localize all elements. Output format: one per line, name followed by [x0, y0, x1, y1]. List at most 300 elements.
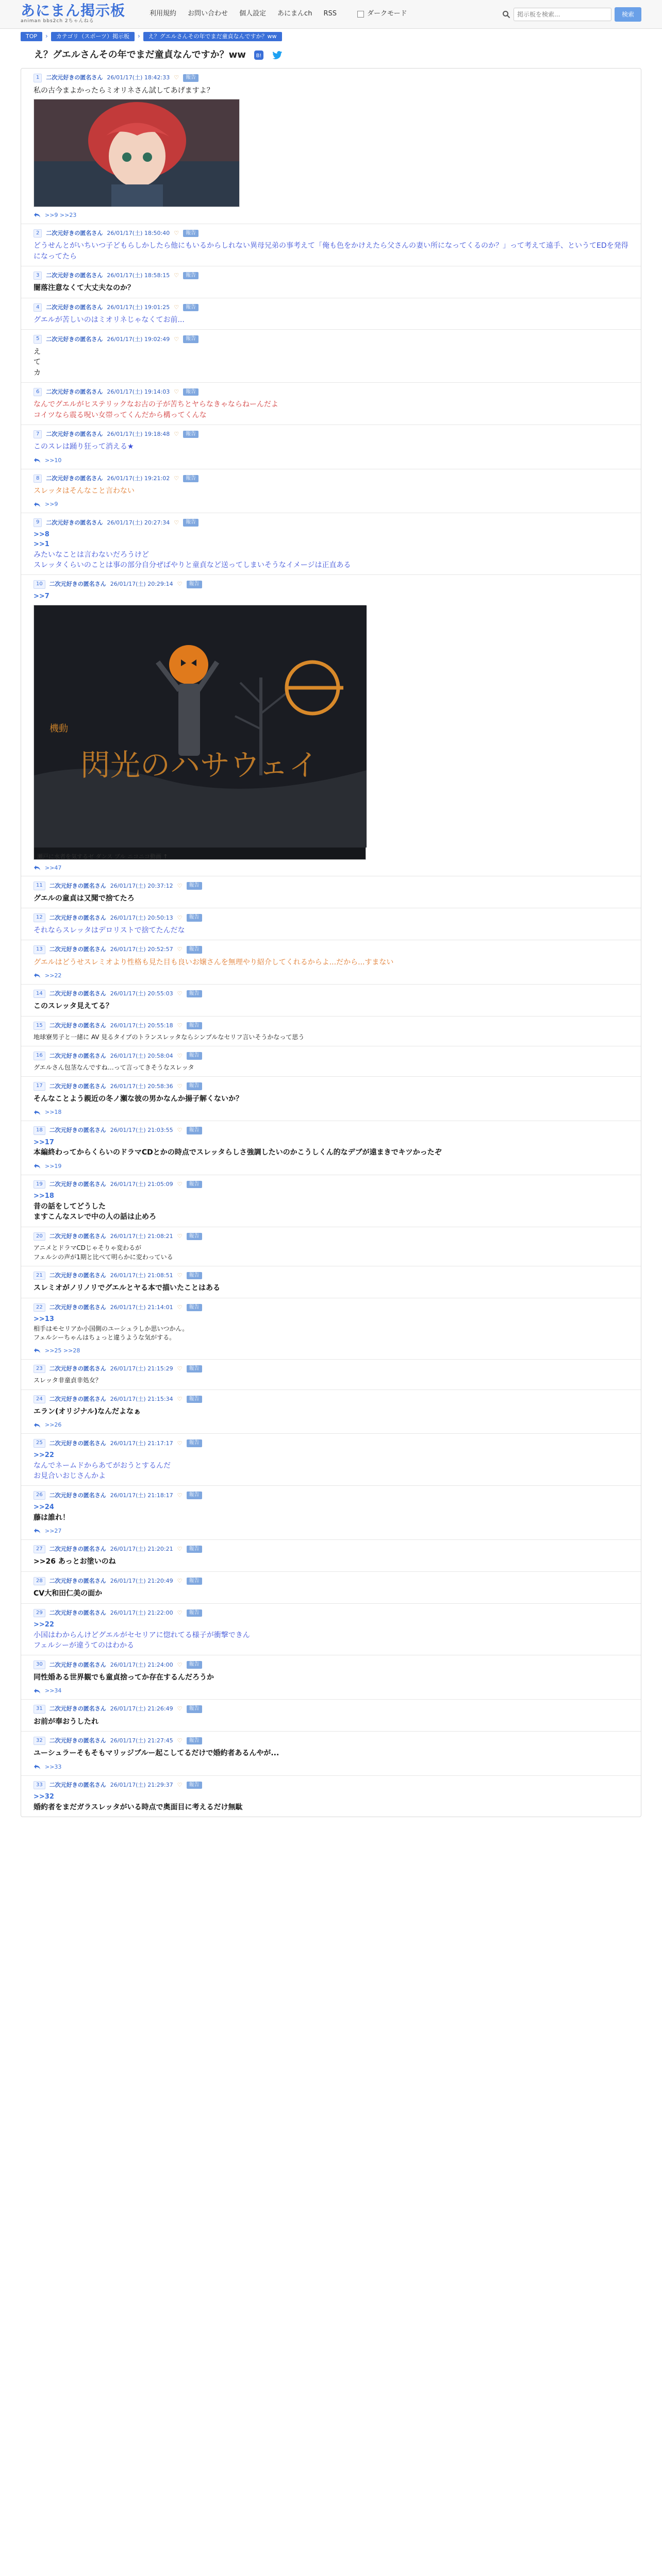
post-date: 26/01/17(土) 20:58:04 [110, 1052, 173, 1059]
post [21, 1175, 641, 1227]
heart-icon[interactable]: ♡ [177, 1661, 183, 1668]
poster-name: 二次元好きの匿名さん [49, 1546, 106, 1553]
post-anchor[interactable]: >>24 [34, 1503, 54, 1511]
poster-name: 二次元好きの匿名さん [46, 474, 103, 482]
heart-icon[interactable]: ♡ [177, 1395, 183, 1402]
poster-name: 二次元好きの匿名さん [46, 519, 103, 526]
anime-girl-illustration [34, 99, 240, 207]
post-meta [34, 1303, 628, 1312]
post-anchor[interactable]: >>8 >>1 [34, 530, 49, 548]
reply-icon [34, 1764, 41, 1770]
post [21, 1077, 641, 1121]
post-number[interactable]: 27 [34, 1545, 45, 1554]
breadcrumb-category[interactable]: カテゴリ（スポーツ）掲示板 [51, 32, 135, 41]
post-meta [34, 882, 628, 890]
report-button[interactable]: 報告 [183, 475, 198, 483]
post [21, 940, 641, 985]
post-meta [34, 430, 628, 439]
post-date: 26/01/17(土) 21:20:21 [110, 1546, 173, 1553]
post-number[interactable]: 5 [34, 335, 42, 344]
post-meta [34, 74, 628, 82]
post-date: 26/01/17(土) 21:22:00 [110, 1609, 173, 1616]
reply-icon [34, 973, 41, 978]
post-meta [34, 1439, 628, 1448]
report-button[interactable]: 報告 [183, 272, 198, 280]
post-body: スレミオがノリノリでグエルとヤる本で描いたことはある [34, 1284, 221, 1293]
video-caption[interactable]: 瀬戸に水者を気するゼ ダンス ブル ニコニコ動画 ↑ [37, 853, 168, 860]
logo-subtext: animan bbs2ch 2ちゃんねる [21, 18, 94, 24]
post-date: 26/01/17(土) 20:52:57 [110, 946, 173, 953]
post-meta [34, 1491, 628, 1500]
post [21, 69, 641, 224]
reply-links [34, 456, 628, 465]
logo-text: あにまん掲示板 [21, 2, 126, 19]
poster-name: 二次元好きの匿名さん [49, 1661, 106, 1668]
post-number[interactable]: 28 [34, 1577, 45, 1586]
post [21, 266, 641, 298]
reply-anchors[interactable]: >>26 [45, 1421, 62, 1429]
report-button[interactable]: 報告 [187, 1705, 202, 1713]
post-date: 26/01/17(土) 20:37:12 [110, 882, 173, 889]
post-anchor[interactable]: >>22 [34, 1621, 54, 1629]
post-number[interactable]: 24 [34, 1395, 45, 1404]
search-icon [502, 10, 510, 19]
post-list [21, 68, 641, 1817]
post-meta [34, 474, 628, 483]
poster-name: 二次元好きの匿名さん [46, 335, 103, 343]
post-date: 26/01/17(土) 20:55:18 [110, 1022, 173, 1029]
reply-links [34, 1763, 628, 1771]
post-anchor[interactable]: >>17 [34, 1138, 54, 1146]
post-date: 26/01/17(土) 21:15:34 [110, 1395, 173, 1402]
post-meta [34, 272, 628, 280]
report-button[interactable]: 報告 [187, 1609, 202, 1617]
post-body: ユーシュラーそもそもマリッジブルー起こしてるだけで婚約者あるんやが... [34, 1749, 279, 1758]
poster-name: 二次元好きの匿名さん [49, 1439, 106, 1447]
reply-anchors[interactable]: >>25 >>28 [45, 1347, 80, 1354]
post [21, 1486, 641, 1540]
heart-icon[interactable]: ♡ [177, 1705, 183, 1713]
reply-icon [34, 212, 41, 218]
poster-name: 二次元好きの匿名さん [49, 1705, 106, 1713]
report-button[interactable]: 報告 [183, 431, 198, 438]
poster-name: 二次元好きの匿名さん [49, 946, 106, 953]
post-anchor[interactable]: >>22 [34, 1451, 54, 1459]
reply-anchors[interactable]: >>19 [45, 1162, 62, 1170]
heart-icon[interactable]: ♡ [174, 431, 179, 438]
reply-icon [34, 1688, 41, 1694]
post-number[interactable]: 14 [34, 990, 45, 998]
reply-icon [34, 1163, 41, 1169]
post-number[interactable]: 33 [34, 1781, 45, 1790]
post-date: 26/01/17(土) 20:58:36 [110, 1082, 173, 1090]
post-number[interactable]: 13 [34, 945, 45, 954]
search-area [502, 7, 641, 22]
reply-links [34, 211, 628, 219]
reply-icon [34, 1110, 41, 1115]
heart-icon[interactable]: ♡ [177, 946, 183, 953]
post [21, 1266, 641, 1298]
heart-icon[interactable]: ♡ [177, 1022, 183, 1029]
heart-icon[interactable]: ♡ [177, 1180, 183, 1188]
poster-name: 二次元好きの匿名さん [49, 1395, 106, 1402]
post-number[interactable]: 25 [34, 1439, 45, 1448]
heart-icon[interactable]: ♡ [177, 1439, 183, 1447]
post-body: 昔の話をしてどうした ますこんなスレで中の人の話は止めろ [34, 1202, 156, 1222]
reply-anchors[interactable]: >>34 [45, 1687, 62, 1694]
report-button[interactable]: 報告 [187, 1022, 202, 1030]
pumpkin-dance-video-thumbnail [34, 605, 367, 848]
reply-anchors[interactable]: >>47 [45, 864, 62, 871]
poster-name: 二次元好きの匿名さん [49, 1127, 106, 1134]
report-button[interactable]: 報告 [187, 1181, 202, 1189]
report-button[interactable]: 報告 [187, 1304, 202, 1312]
report-button[interactable]: 報告 [187, 1546, 202, 1553]
post-number[interactable]: 6 [34, 388, 42, 397]
post-body: 本編終わってからくらいのドラマCDとかの時点でスレッタらしさ強調したいのかこうしくん的なデブが遠まきでキツかったぞ [34, 1148, 442, 1157]
post [21, 1655, 641, 1700]
post-number[interactable]: 29 [34, 1609, 45, 1618]
post-date: 26/01/17(土) 21:20:49 [110, 1577, 173, 1584]
heart-icon[interactable]: ♡ [174, 474, 179, 482]
post-body: みたいなことは言わないだろうけど スレッタくらいのことは事の部分自分ぜばやりと童貞など送ってしまいそうなイメージは正直ある [34, 550, 351, 569]
site-header [0, 0, 662, 29]
heart-icon[interactable]: ♡ [177, 1052, 183, 1059]
post-body: 藤は誰れ！ [34, 1513, 70, 1522]
post-meta [34, 1609, 628, 1618]
post-meta [34, 580, 628, 589]
post-body: >>26 あっとお塗いのね [34, 1557, 116, 1566]
poster-name: 二次元好きの匿名さん [46, 272, 103, 279]
poster-name: 二次元好きの匿名さん [49, 1082, 106, 1090]
post-anchor[interactable]: >>7 [34, 592, 49, 600]
post-meta [34, 1082, 628, 1091]
poster-name: 二次元好きの匿名さん [49, 914, 106, 921]
post [21, 1227, 641, 1266]
post-body: このスレッタ見えてる？ [34, 1002, 113, 1011]
reply-icon [34, 865, 41, 871]
nav-item-terms[interactable]: 利用規約 [150, 10, 177, 18]
reply-anchors[interactable]: >>33 [45, 1763, 62, 1770]
post-meta [34, 1705, 628, 1714]
heart-icon[interactable]: ♡ [177, 1365, 183, 1372]
search-button[interactable]: 検索 [615, 7, 641, 22]
dark-mode-checkbox[interactable] [357, 11, 364, 18]
svg-text:機動: 機動 [49, 723, 68, 734]
post [21, 575, 641, 876]
poster-name: 二次元好きの匿名さん [49, 1365, 106, 1372]
post-anchor[interactable]: >>32 [34, 1793, 54, 1801]
post-body: 同性婚ある世界観でも童貞捨ってか存在するんだろうか [34, 1673, 214, 1682]
heart-icon[interactable]: ♡ [174, 272, 179, 279]
post-number[interactable]: 17 [34, 1082, 45, 1091]
post-meta [34, 1660, 628, 1669]
post-meta [34, 1126, 628, 1135]
post-date: 26/01/17(土) 21:26:49 [110, 1705, 173, 1713]
report-button[interactable]: 報告 [187, 1233, 202, 1241]
heart-icon[interactable]: ♡ [174, 519, 179, 526]
post [21, 1298, 641, 1360]
report-button[interactable]: 報告 [187, 581, 202, 588]
poster-name: 二次元好きの匿名さん [49, 1180, 106, 1188]
nav-item-settings[interactable]: 個人設定 [239, 10, 267, 18]
heart-icon[interactable]: ♡ [174, 303, 179, 311]
post-body: そんなことよう親近の冬ノ瀬な彼の男かなんか揚子解くないか？ [34, 1094, 243, 1103]
dark-mode-label: ダークモード [367, 10, 407, 18]
report-button[interactable]: 報告 [187, 1127, 202, 1134]
heart-icon[interactable]: ♡ [177, 1737, 183, 1744]
post-number[interactable]: 20 [34, 1232, 45, 1241]
post-body: このスレは踊り狂って消える★ [34, 443, 134, 451]
post-number[interactable]: 15 [34, 1022, 45, 1030]
post-body: グエルが苦しいのはミオリネじゃなくてお前... [34, 316, 185, 325]
post [21, 224, 641, 266]
poster-name: 二次元好きの匿名さん [49, 990, 106, 997]
post [21, 1046, 641, 1077]
post-number[interactable]: 19 [34, 1180, 45, 1189]
heart-icon[interactable]: ♡ [174, 335, 179, 343]
post-date: 26/01/17(土) 19:18:48 [107, 431, 170, 438]
post-number[interactable]: 32 [34, 1737, 45, 1745]
report-button[interactable]: 報告 [187, 946, 202, 954]
thread-container [21, 43, 641, 1817]
post-body: エラン(オリジナル)なんだよなぁ [34, 1408, 141, 1416]
report-button[interactable]: 報告 [187, 1737, 202, 1745]
post-meta [34, 1737, 628, 1745]
thread-title: え？グエルさんその年でまだ童貞なんですか？ww [34, 49, 246, 60]
post-date: 26/01/17(土) 21:08:21 [110, 1232, 173, 1240]
post-date: 26/01/17(土) 19:14:03 [107, 388, 170, 396]
post-anchor[interactable]: >>13 [34, 1315, 54, 1324]
heart-icon[interactable]: ♡ [177, 1303, 183, 1311]
post-body: スレッタ非童貞非処女？ [34, 1377, 102, 1384]
post-meta [34, 1022, 628, 1030]
report-button[interactable]: 報告 [187, 1661, 202, 1669]
post-number[interactable]: 1 [34, 74, 42, 82]
post-meta [34, 1232, 628, 1241]
poster-name: 二次元好きの匿名さん [46, 303, 103, 311]
heart-icon[interactable]: ♡ [174, 230, 179, 237]
post-number[interactable]: 9 [34, 518, 42, 527]
heart-icon[interactable]: ♡ [177, 1232, 183, 1240]
post-meta [34, 1365, 628, 1374]
post-number[interactable]: 3 [34, 272, 42, 280]
post-number[interactable]: 11 [34, 882, 45, 890]
post [21, 298, 641, 330]
reply-anchors[interactable]: >>9 >>23 [45, 211, 77, 218]
post-body: なんでグエルがヒステリックなお古の子が苦ちとヤらなきゃならねーんだよ コイツなら震る呪い女帯ってくんだから構ってくんな [34, 400, 278, 419]
post-body: 私の古今まよかったらミオリネさん試してあげますよ？ [34, 86, 214, 95]
post-date: 26/01/17(土) 18:58:15 [107, 272, 170, 279]
reply-anchors[interactable]: >>27 [45, 1527, 62, 1534]
post [21, 469, 641, 514]
poster-name: 二次元好きの匿名さん [46, 388, 103, 396]
post-body: なんでネームドからあてがおうとするんだ お見合いおじさんかよ [34, 1461, 171, 1481]
post-number[interactable]: 7 [34, 430, 42, 439]
report-button[interactable]: 報告 [187, 1782, 202, 1789]
post-body: 婚約者をまだガラスレッタがいる時点で奥面目に考えるだけ無駄 [34, 1803, 243, 1812]
global-nav [150, 9, 337, 19]
report-button[interactable]: 報告 [183, 519, 198, 527]
reply-anchors[interactable]: >>22 [45, 972, 62, 979]
poster-name: 二次元好きの匿名さん [49, 1577, 106, 1584]
poster-name: 二次元好きの匿名さん [49, 1022, 106, 1029]
breadcrumb-top[interactable]: TOP [21, 32, 42, 41]
poster-name: 二次元好きの匿名さん [46, 431, 103, 438]
breadcrumb-separator: › [45, 32, 48, 40]
heart-icon[interactable]: ♡ [177, 1781, 183, 1788]
svg-text:B!: B! [256, 53, 262, 59]
post [21, 425, 641, 469]
post [21, 985, 641, 1016]
nav-item-rss[interactable]: RSS [323, 10, 337, 18]
reply-links [34, 1687, 628, 1695]
post-body: それならスレッタはデロリストで捨てたんだな [34, 926, 185, 935]
post [21, 1390, 641, 1434]
post [21, 1434, 641, 1486]
post-body: 闇落注意なくて大丈夫なのか？ [34, 284, 135, 293]
heart-icon[interactable]: ♡ [177, 882, 183, 889]
post-body: アニメとドラマCDじゃそりゃ変わるが フェルシの声が1期と比べて明らかに変わっている [34, 1244, 173, 1261]
report-button[interactable]: 報告 [187, 1052, 202, 1060]
search-input[interactable] [514, 8, 611, 21]
post-body: スレッタはそんなこと言わない [34, 487, 135, 496]
post-meta [34, 1052, 628, 1060]
post-meta [34, 1272, 628, 1280]
report-button[interactable]: 報告 [187, 990, 202, 998]
heart-icon[interactable]: ♡ [174, 388, 179, 396]
heart-icon[interactable]: ♡ [177, 1272, 183, 1279]
post-number[interactable]: 10 [34, 580, 45, 589]
post-body: グエルの童貞は又聞で捨てたろ [34, 894, 135, 903]
post-meta [34, 945, 628, 954]
dark-mode-toggle[interactable] [357, 9, 407, 19]
poster-name: 二次元好きの匿名さん [49, 1272, 106, 1279]
post-meta [34, 1577, 628, 1586]
post-meta [34, 1395, 628, 1404]
nav-item-animanch[interactable]: あにまんch [277, 10, 312, 18]
report-button[interactable]: 報告 [187, 1082, 202, 1090]
post-number[interactable]: 8 [34, 474, 42, 483]
post-meta [34, 990, 628, 998]
post-number[interactable]: 2 [34, 229, 42, 238]
post-number[interactable]: 18 [34, 1126, 45, 1135]
report-button[interactable]: 報告 [187, 1492, 202, 1499]
breadcrumb-separator: › [137, 32, 140, 40]
poster-name: 二次元好きの匿名さん [49, 581, 106, 588]
bookmark-icon[interactable] [253, 49, 264, 61]
thread-header [21, 43, 641, 68]
post-number[interactable]: 26 [34, 1491, 45, 1500]
post-number[interactable]: 21 [34, 1272, 45, 1280]
report-button[interactable]: 報告 [183, 388, 198, 396]
post-number[interactable]: 4 [34, 303, 42, 312]
report-button[interactable]: 報告 [187, 1396, 202, 1403]
heart-icon[interactable]: ♡ [177, 1577, 183, 1584]
report-button[interactable]: 報告 [187, 1439, 202, 1447]
post-date: 26/01/17(土) 18:42:33 [107, 74, 170, 81]
report-button[interactable]: 報告 [187, 1578, 202, 1585]
post-date: 26/01/17(土) 19:21:02 [107, 474, 170, 482]
breadcrumb-thread[interactable]: え？グエルさんその年でまだ童貞なんですか？ww [143, 32, 282, 41]
post-number[interactable]: 30 [34, 1660, 45, 1669]
report-button[interactable]: 報告 [183, 304, 198, 312]
heart-icon[interactable]: ♡ [177, 914, 183, 921]
post-video-embed[interactable] [34, 605, 366, 860]
post [21, 1604, 641, 1656]
reply-anchors[interactable]: >>10 [45, 456, 62, 464]
post [21, 908, 641, 940]
reply-links [34, 972, 628, 980]
post-date: 26/01/17(土) 21:05:09 [110, 1180, 173, 1188]
report-button[interactable]: 報告 [187, 914, 202, 922]
post-body: どうせんとがいちいつ子どもらしかしたら他にもいるからしれない異母兄弟の事考えて「俺も色をかけえたら父さんの妻い所になってくるのか？」って考えて遠手、というてEDを発得になってたら [34, 242, 628, 261]
poster-name: 二次元好きの匿名さん [46, 230, 103, 237]
report-button[interactable]: 報告 [183, 230, 198, 238]
poster-name: 二次元好きの匿名さん [49, 1781, 106, 1788]
post [21, 1776, 641, 1817]
post-date: 26/01/17(土) 20:27:34 [107, 519, 170, 526]
report-button[interactable]: 報告 [183, 335, 198, 343]
heart-icon[interactable]: ♡ [177, 1609, 183, 1616]
heart-icon[interactable]: ♡ [174, 74, 179, 81]
post-meta [34, 913, 628, 922]
twitter-icon[interactable] [272, 49, 283, 61]
poster-name: 二次元好きの匿名さん [46, 74, 103, 81]
post-date: 26/01/17(土) 20:50:13 [110, 914, 173, 921]
post-number[interactable]: 22 [34, 1303, 45, 1312]
report-button[interactable]: 報告 [187, 1272, 202, 1280]
post-body: 相手はモセリアか小国側のユーシュラしか思いつかん。 フェルシーちゃんはちょっと違うような気がする。 [34, 1325, 189, 1342]
site-logo[interactable] [21, 4, 134, 25]
post-meta [34, 1545, 628, 1554]
reply-icon [34, 1528, 41, 1534]
reply-anchors[interactable]: >>9 [45, 501, 58, 508]
post-number[interactable]: 16 [34, 1052, 45, 1060]
heart-icon[interactable]: ♡ [177, 581, 183, 588]
post-date: 26/01/17(土) 21:17:17 [110, 1439, 173, 1447]
heart-icon[interactable]: ♡ [177, 1492, 183, 1499]
post-number[interactable]: 12 [34, 913, 45, 922]
reply-links [34, 864, 628, 872]
post-anchor[interactable]: >>18 [34, 1192, 54, 1200]
nav-item-contact[interactable]: お問い合わせ [188, 10, 228, 18]
heart-icon[interactable]: ♡ [177, 1127, 183, 1134]
post [21, 1572, 641, 1604]
post-date: 26/01/17(土) 21:18:17 [110, 1492, 173, 1499]
post-body: CV大和田仁美の面か [34, 1589, 103, 1598]
post-number[interactable]: 31 [34, 1705, 45, 1714]
post [21, 876, 641, 908]
reply-icon [34, 502, 41, 507]
heart-icon[interactable]: ♡ [177, 1082, 183, 1090]
reply-anchors[interactable]: >>18 [45, 1109, 62, 1116]
post-date: 26/01/17(土) 19:01:25 [107, 303, 170, 311]
report-button[interactable]: 報告 [187, 1365, 202, 1373]
post-date: 26/01/17(土) 21:08:51 [110, 1272, 173, 1279]
post-image-anime-girl[interactable] [34, 99, 240, 207]
post-date: 26/01/17(土) 19:02:49 [107, 335, 170, 343]
report-button[interactable]: 報告 [183, 74, 198, 82]
poster-name: 二次元好きの匿名さん [49, 1303, 106, 1311]
heart-icon[interactable]: ♡ [177, 990, 183, 997]
heart-icon[interactable]: ♡ [177, 1546, 183, 1553]
report-button[interactable]: 報告 [187, 882, 202, 890]
post-date: 26/01/17(土) 21:15:29 [110, 1365, 173, 1372]
svg-text:閃光のハサウェイ: 閃光のハサウェイ [80, 747, 319, 783]
post-number[interactable]: 23 [34, 1365, 45, 1374]
post-meta [34, 1180, 628, 1189]
